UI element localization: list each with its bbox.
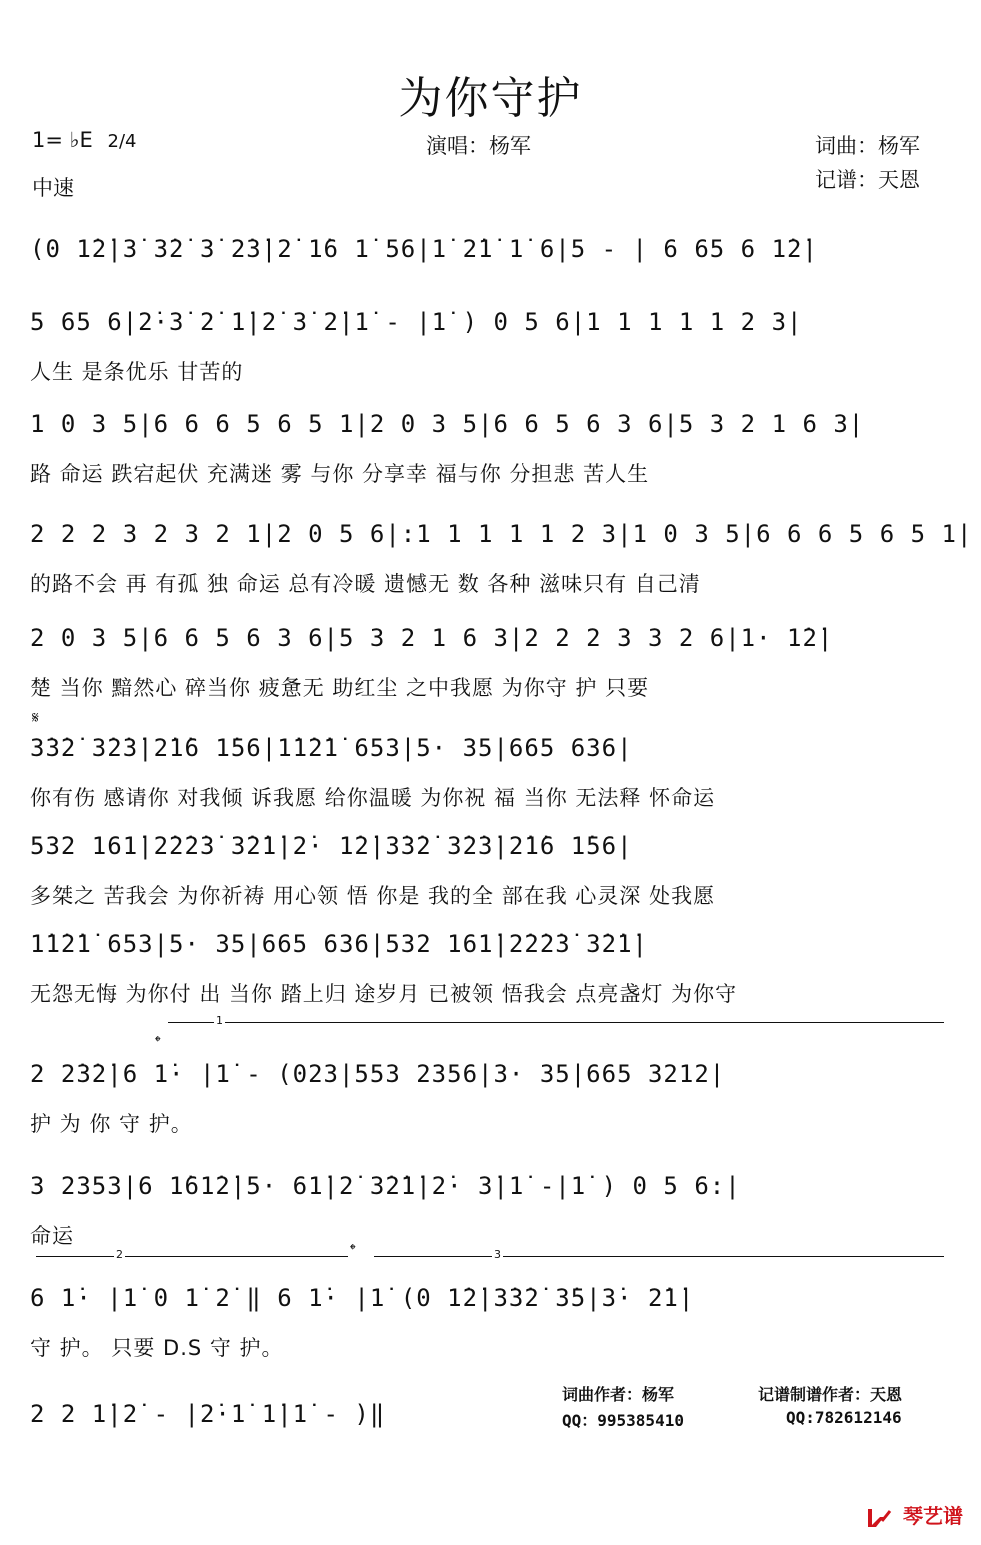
notes-line: 5 65 6|2̇·3̇ 2̇ 1̇|2̇ 3̇ 2̇|1̇ - |1̇ ) 0 5 6|1 1 1 1 1 2 3|	[30, 308, 803, 336]
notes-line: 2 2 2 3 2 3 2 1|2 0 5 6|:1 1 1 1 1 2 3|1 0 3 5|6 6 6 5 6 5 1|	[30, 520, 973, 548]
notes-line: 532 161̇|2̇2̇2̇3̇ 3̇2̇1̇|2̇· 1̇2̇|3̇3̇2̇ 3̇2̇3̇|2̇1̇6 1̇56|	[30, 832, 633, 860]
logo-mark-icon	[866, 1507, 892, 1529]
time-signature: 2/4	[107, 131, 137, 152]
composer-credit: 词曲：杨军	[815, 134, 920, 158]
lyrics-line: 你有伤 感请你 对我倾 诉我愿 给你温暖 为你祝 福 当你 无法释 怀命运	[30, 786, 716, 810]
volta-label: 1	[216, 1014, 223, 1027]
volta-bracket-2	[36, 1248, 348, 1261]
lyrics-line: 护 为 你 守 护。	[30, 1112, 193, 1136]
footer-author: 词曲作者：杨军	[562, 1385, 675, 1404]
notes-line: 2 2̇3̇2̇|6 1̇· |1̇ - (023|553 2356|3· 35|665 3212|	[30, 1060, 726, 1088]
footer-author-qq: QQ：995385410	[562, 1411, 684, 1430]
coda-sign-2: 𝄌	[350, 1240, 356, 1259]
song-title: 为你守护	[398, 73, 583, 124]
footer-transcriber-qq: QQ:782612146	[786, 1408, 902, 1427]
segno-sign: 𝄋	[32, 708, 39, 727]
volta-label: 2	[116, 1248, 123, 1261]
lyrics-line: 多桀之 苦我会 为你祈祷 用心领 悟 你是 我的全 部在我 心灵深 处我愿	[30, 884, 716, 908]
notes-line: 1̇1̇2̇1̇ 653|5· 35|665 636|532 161̇|2̇2̇2̇3̇ 3̇2̇1̇|	[30, 930, 648, 958]
notes-line: 6 1̇· |1̇ 0 1̇ 2̇ ‖ 6 1̇· |1̇ (0 1̇2̇|3̇3̇2̇ 3̇5|3̇· 2̇1̇|	[30, 1284, 695, 1312]
tempo-marking: 中速	[32, 176, 74, 200]
volta-bracket-3	[374, 1248, 944, 1261]
footer-transcriber: 记谱制谱作者：天恩	[758, 1385, 903, 1404]
notes-line: 3̇3̇2̇ 3̇2̇3̇|2̇1̇6 1̇56|1̇1̇2̇1̇ 653|5· 35|665 636|	[30, 734, 633, 762]
lyrics-line: 无怨无悔 为你付 出 当你 踏上归 途岁月 已被领 悟我会 点亮盏灯 为你守	[30, 982, 738, 1006]
lyrics-line: 命运	[30, 1224, 74, 1248]
notes-line: 2 2 1̇|2̇ - |2̇·1̇ 1̇|1̇ - )‖	[30, 1400, 386, 1428]
lyrics-line: 的路不会 再 有孤 独 命运 总有冷暖 遗憾无 数 各种 滋味只有 自己清	[30, 572, 701, 596]
volta-label: 3	[494, 1248, 501, 1261]
logo-text: 琴艺谱	[903, 1504, 963, 1528]
lyrics-line: 人生 是条优乐 甘苦的	[30, 360, 244, 384]
key-signature	[32, 128, 136, 152]
lyrics-line: 楚 当你 黯然心 碎当你 疲惫无 助红尘 之中我愿 为你守 护 只要	[30, 676, 650, 700]
lyrics-line: 守 护。 只要 D.S 守 护。	[30, 1336, 284, 1360]
notes-line: 1 0 3 5|6 6 6 5 6 5 1|2 0 3 5|6 6 5 6 3 6|5 3 2 1 6 3|	[30, 410, 865, 438]
notes-line: (0 1̇2̇|3̇ 3̇2̇ 3̇ 2̇3̇|2̇ 1̇6 1̇ 56|1̇ 2̇1̇ 1̇ 6|5 - | 6 65 6 1̇2̇|	[30, 235, 818, 263]
lyrics-line: 路 命运 跌宕起伏 充满迷 雾 与你 分享幸 福与你 分担悲 苦人生	[30, 462, 650, 486]
transcriber-credit: 记谱：天恩	[815, 168, 920, 192]
notes-line: 2 0 3 5|6 6 5 6 3 6|5 3 2 1 6 3|2 2 2 3 3 2 6|1· 1̇2̇|	[30, 624, 834, 652]
singer-credit: 演唱：杨军	[426, 134, 531, 158]
volta-bracket-1	[168, 1014, 944, 1027]
notes-line: 3 2353|6 1̇61̇2̇|5· 61̇|2̇ 3̇2̇1̇|2̇· 3̇|1̇ -|1̇ ) 0 5 6:|	[30, 1172, 741, 1200]
key-label: 1= ♭E	[32, 128, 93, 152]
coda-sign: 𝄌	[155, 1032, 161, 1051]
site-logo	[866, 1500, 963, 1529]
